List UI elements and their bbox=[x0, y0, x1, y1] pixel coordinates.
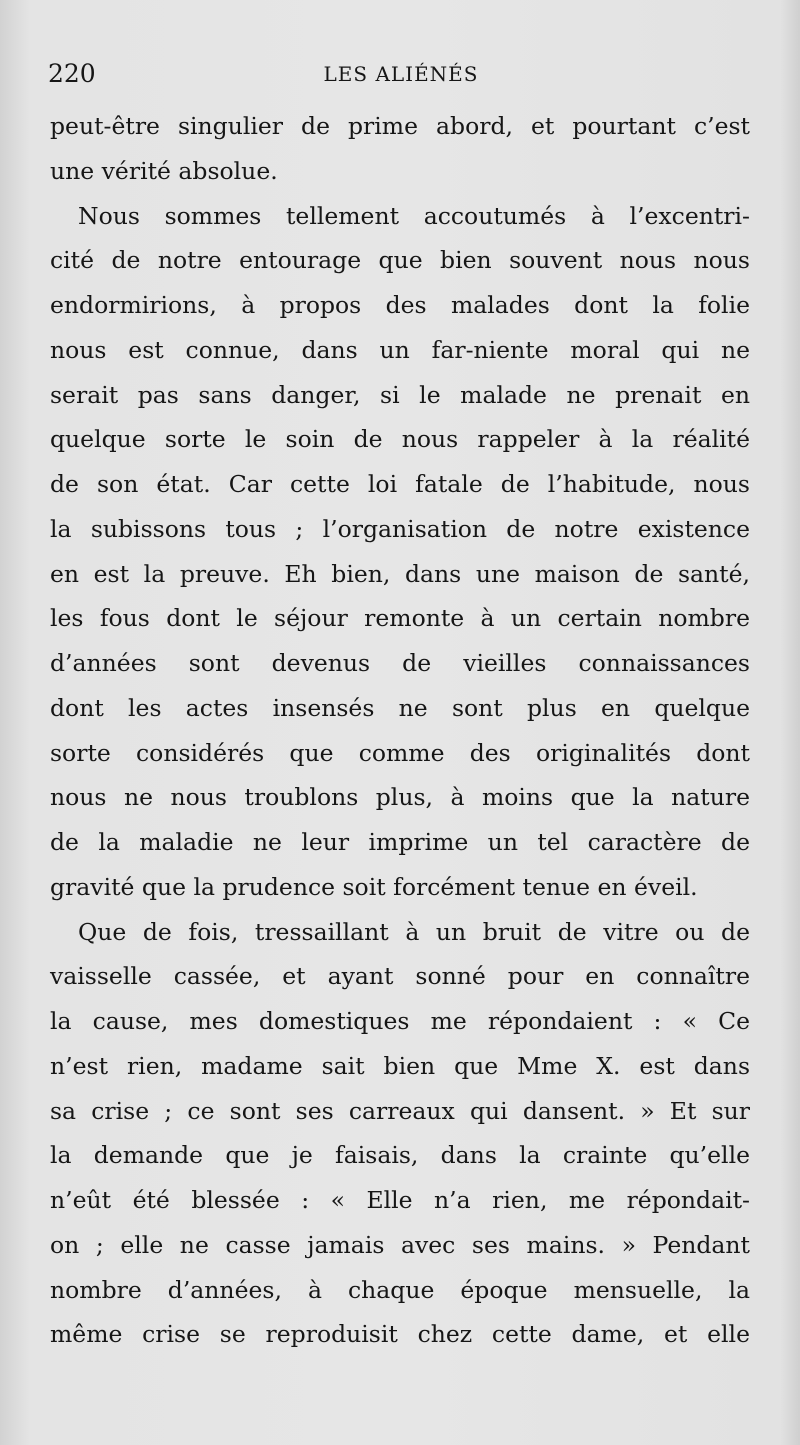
text-line: Nous sommes tellement accoutumés à l’excentri- bbox=[78, 201, 750, 230]
text-line: gravité que la prudence soit forcément tenue en éveil. bbox=[50, 872, 698, 901]
text-line: une vérité absolue. bbox=[50, 156, 278, 185]
text-line: vaisselle cassée, et ayant sonné pour en connaître bbox=[50, 962, 750, 991]
body-text bbox=[50, 104, 750, 1357]
text-line: en est la preuve. Eh bien, dans une maison de santé, bbox=[50, 559, 750, 588]
text-line: de la maladie ne leur imprime un tel caractère de bbox=[50, 828, 750, 856]
text-line: serait pas sans danger, si le malade ne prenait en bbox=[50, 380, 750, 409]
running-title: LES ALIÉNÉS bbox=[323, 62, 479, 86]
text-line: la demande que je faisais, dans la crainte qu’elle bbox=[50, 1141, 750, 1170]
text-line: la cause, mes domestiques me répondaient : « Ce bbox=[50, 1007, 750, 1035]
text-line: même crise se reproduisit chez cette dame, et elle bbox=[50, 1320, 750, 1349]
text-line: de son état. Car cette loi fatale de l’habitude, nous bbox=[50, 470, 750, 498]
text-line: on ; elle ne casse jamais avec ses mains. » Pendant bbox=[50, 1230, 750, 1259]
running-head bbox=[48, 56, 754, 92]
text-line: d’années sont devenus de vieilles connaissances bbox=[50, 649, 750, 677]
text-line: nous est connue, dans un far-niente moral qui ne bbox=[50, 335, 750, 364]
text-line: dont les actes insensés ne sont plus en quelque bbox=[50, 693, 750, 722]
text-line: les fous dont le séjour remonte à un certain nombre bbox=[50, 604, 750, 633]
text-line: sorte considérés que comme des originalités dont bbox=[50, 738, 750, 767]
text-line: peut-être singulier de prime abord, et pourtant c’est bbox=[50, 112, 750, 140]
text-line: quelque sorte le soin de nous rappeler à la réalité bbox=[50, 425, 750, 454]
page-number: 220 bbox=[48, 59, 96, 88]
text-line: nombre d’années, à chaque époque mensuelle, la bbox=[50, 1275, 750, 1304]
text-line: Que de fois, tressaillant à un bruit de vitre ou de bbox=[78, 917, 750, 946]
text-line: n’est rien, madame sait bien que Mme X. est dans bbox=[50, 1051, 750, 1080]
text-line: sa crise ; ce sont ses carreaux qui dansent. » Et sur bbox=[50, 1096, 750, 1125]
text-line: la subissons tous ; l’organisation de notre existence bbox=[50, 514, 750, 543]
text-line: cité de notre entourage que bien souvent nous nous bbox=[50, 246, 750, 275]
text-line: endormirions, à propos des malades dont la folie bbox=[50, 291, 750, 319]
text-line: n’eût été blessée : « Elle n’a rien, me répondait- bbox=[50, 1186, 750, 1214]
text-line: nous ne nous troublons plus, à moins que la nature bbox=[50, 783, 750, 812]
